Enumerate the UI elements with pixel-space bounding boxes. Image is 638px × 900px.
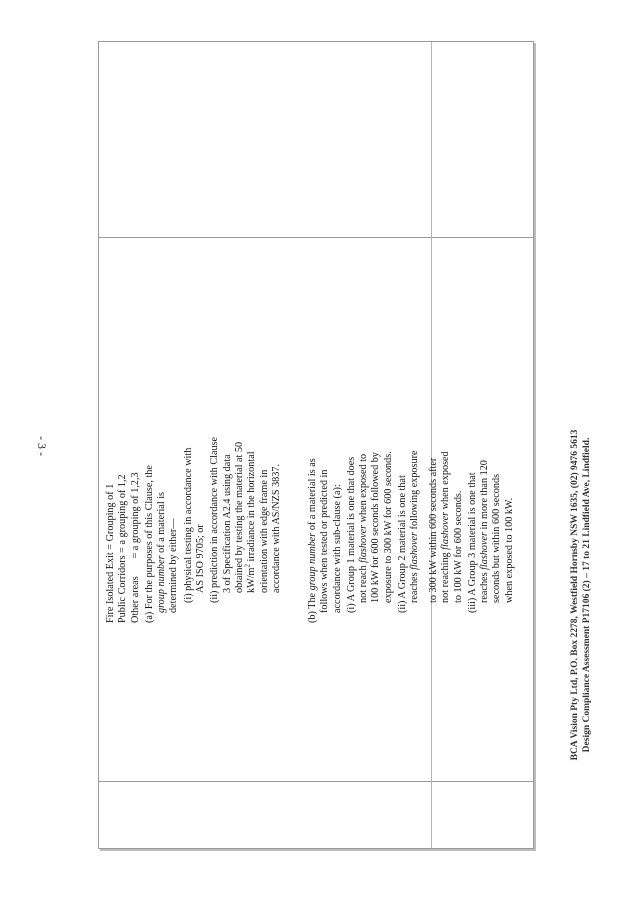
page-number: - 3 - [35,436,49,456]
text-run: of a material is as [307,458,318,533]
clause-body [103,195,282,625]
text-run: in more than 120 [479,460,491,532]
text-run: irradiance in the horizontal [246,451,258,565]
clause-b-intro [307,195,319,623]
clause-rotated [103,195,282,625]
clause-body-b2 [426,195,536,625]
text-run: of a material is [156,491,168,556]
clause-b-i-cont: 100 kW for 600 seconds followed by [370,452,382,603]
page-footer [569,420,599,770]
clause-b-iii: (iii) A Group 3 material is one that [466,472,478,613]
clause-b-intro-cont: follows when tested or predicted in [319,469,331,613]
text-run: following exposure [409,450,421,532]
table-divider [99,781,533,782]
text-run: group number [307,532,318,591]
clause-a-intro [144,195,156,623]
text-run: reaches [409,569,421,603]
text-run: flashover [358,524,370,563]
clause-b-ii-cont [440,195,452,623]
clause-a-intro-2: determined by either— [168,518,180,613]
text-run: flashover [440,511,452,550]
clause-b-iii-cont: seconds but within 600 seconds [491,473,503,603]
clause-b-iii-cont [479,195,491,623]
text-run: flashover [479,531,491,570]
text-run: (b) The [307,590,318,623]
text-run: (a) For the purposes of this Clause, the [143,465,155,623]
clause-b-intro-cont: accordance with sub-clause (a): [331,484,343,613]
text-run: not reach [358,562,370,603]
clause-b-ii-cont: to 300 kW within 600 seconds after [428,457,439,603]
grouping-line: Fire Isolated Exit = Grouping of 1 [105,483,116,623]
clause-a-intro-cont [156,195,168,623]
clause-b-i-cont [358,195,370,623]
text-run: when exposed [440,451,452,512]
grouping-line: Public Corridors = a grouping of 1,2 [117,474,129,623]
text-run: kW/m [246,567,258,593]
clause-body-b [305,195,435,625]
clause-a-ii-cont: accordance with AS/NZS 3837. [270,463,282,593]
grouping-line: Other areas = a grouping of 1,2,3 [129,472,141,623]
text-run: flashover [409,531,421,570]
clause-b-ii: (ii) A Group 2 material is one that [397,475,409,613]
footer-line: Design Compliance Assessment P17106 (2) – 17 to 21 Lindfield Ave, Lindfield. [582,437,592,753]
footer-line: BCA Vision Pty Ltd, P.O. Box 2278, Westfield Hornsby NSW 1635, (02) 9476 5613 [570,429,580,761]
clause-a-i: (i) physical testing in accordance with [182,447,194,603]
clause-b-i: (i) A Group 1 material is one that does [345,456,357,613]
clause-a-ii-cont: 3 of Specification A2.4 using data [221,454,233,593]
text-run: not reaching [440,549,452,603]
text-run: when exposed to [358,453,370,525]
clause-a-ii-cont: obtained by testing the material at 50 [233,441,245,593]
superscript: 2 [243,564,252,568]
clause-a-ii-cont [243,195,258,623]
clause-a-i-cont: AS ISO 9705; or [195,524,207,593]
clause-a-ii: (ii) prediction in accordance with Clause [209,436,221,603]
clause-b-ii-cont [409,195,421,623]
clause-b-iii-cont: when exposed to 100 kW. [503,497,515,603]
clause-b-i-cont: exposure to 300 kW for 600 seconds. [382,451,394,603]
clause-b-ii-cont: to 100 kW for 600 seconds. [452,490,464,603]
text-run: group number [156,555,168,613]
clause-a-ii-cont: orientation with edge frame in [258,469,270,593]
text-run: reaches [479,569,491,603]
